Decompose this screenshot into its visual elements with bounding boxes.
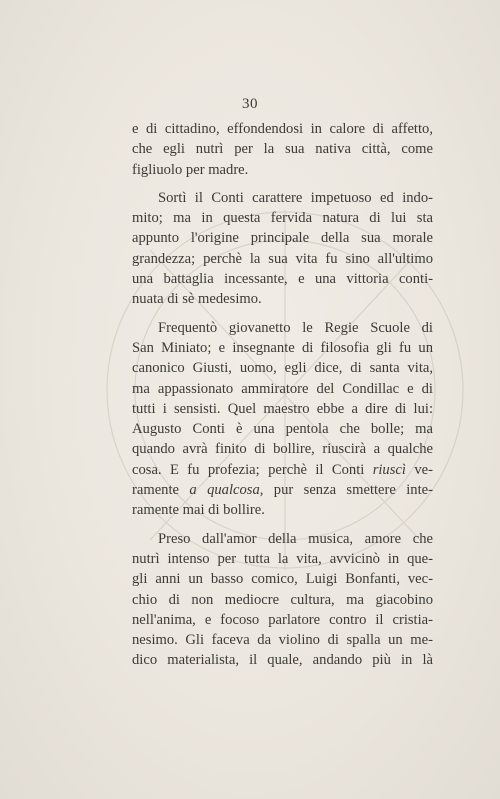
text-fragment: ramente (132, 482, 190, 499)
italic-fragment: riuscì (372, 461, 406, 478)
text-line: che egli nutrì per la sua nativa città, come (132, 141, 433, 158)
text-line: canonico Giusti, uomo, egli dice, di santa vita, (132, 360, 433, 377)
text-line: ma appassionato ammiratore del Condillac e di (132, 380, 433, 397)
text-line: nesimo. Gli faceva da violino di spalla un me- (132, 632, 433, 649)
text-line: figliuolo per madre. (132, 161, 249, 178)
paragraph-2 (132, 188, 433, 310)
text-line: chio di non mediocre cultura, ma giacobino (132, 591, 433, 608)
text-line: ramente mai di bollire. (132, 502, 265, 519)
text-line: San Miniato; e insegnante di filosofia gli fu un (132, 339, 433, 356)
text-line (132, 480, 433, 500)
text-line: Frequentò giovanetto le Regie Scuole di (158, 319, 433, 336)
text-line: gli anni un basso comico, Luigi Bonfanti, vec- (132, 571, 433, 588)
text-line: nuata di sè medesimo. (132, 291, 262, 308)
paragraph-1 (132, 119, 433, 180)
text-line: quando avrà finito di bollire, riuscirà a qualche (132, 441, 433, 458)
body-text (132, 119, 433, 679)
text-line: e di cittadino, effondendosi in calore di affetto, (132, 121, 433, 137)
text-line: Sortì il Conti carattere impetuoso ed indo- (158, 189, 433, 206)
text-line: tutti i sensisti. Quel maestro ebbe a dire di lui: (132, 400, 433, 417)
paragraph-4 (132, 529, 433, 671)
page-number: 30 (242, 96, 258, 112)
text-fragment: cosa. E fu profezia; perchè il Conti (132, 461, 373, 478)
text-fragment: pur senza smettere inte- (263, 482, 433, 499)
text-line: dico materialista, il quale, andando più in là (132, 652, 433, 669)
text-line: grandezza; perchè la sua vita fu sino all'ultimo (132, 250, 433, 267)
text-line: appunto l'origine principale della sua morale (132, 230, 433, 247)
text-line: nutrì intenso per tutta la vita, avvicinò in que- (132, 550, 433, 567)
paragraph-3 (132, 318, 433, 521)
text-line (132, 460, 433, 480)
text-line: Augusto Conti è una pentola che bolle; ma (132, 421, 433, 438)
italic-fragment: a qualcosa, (189, 482, 264, 499)
text-line: una battaglia incessante, e una vittoria conti- (132, 271, 433, 288)
text-fragment: ve- (405, 461, 433, 478)
text-line: mito; ma in questa fervida natura di lui sta (132, 210, 433, 227)
text-line: Preso dall'amor della musica, amore che (158, 530, 433, 547)
text-line: nell'anima, e focoso parlatore contro il cristia- (132, 611, 433, 628)
